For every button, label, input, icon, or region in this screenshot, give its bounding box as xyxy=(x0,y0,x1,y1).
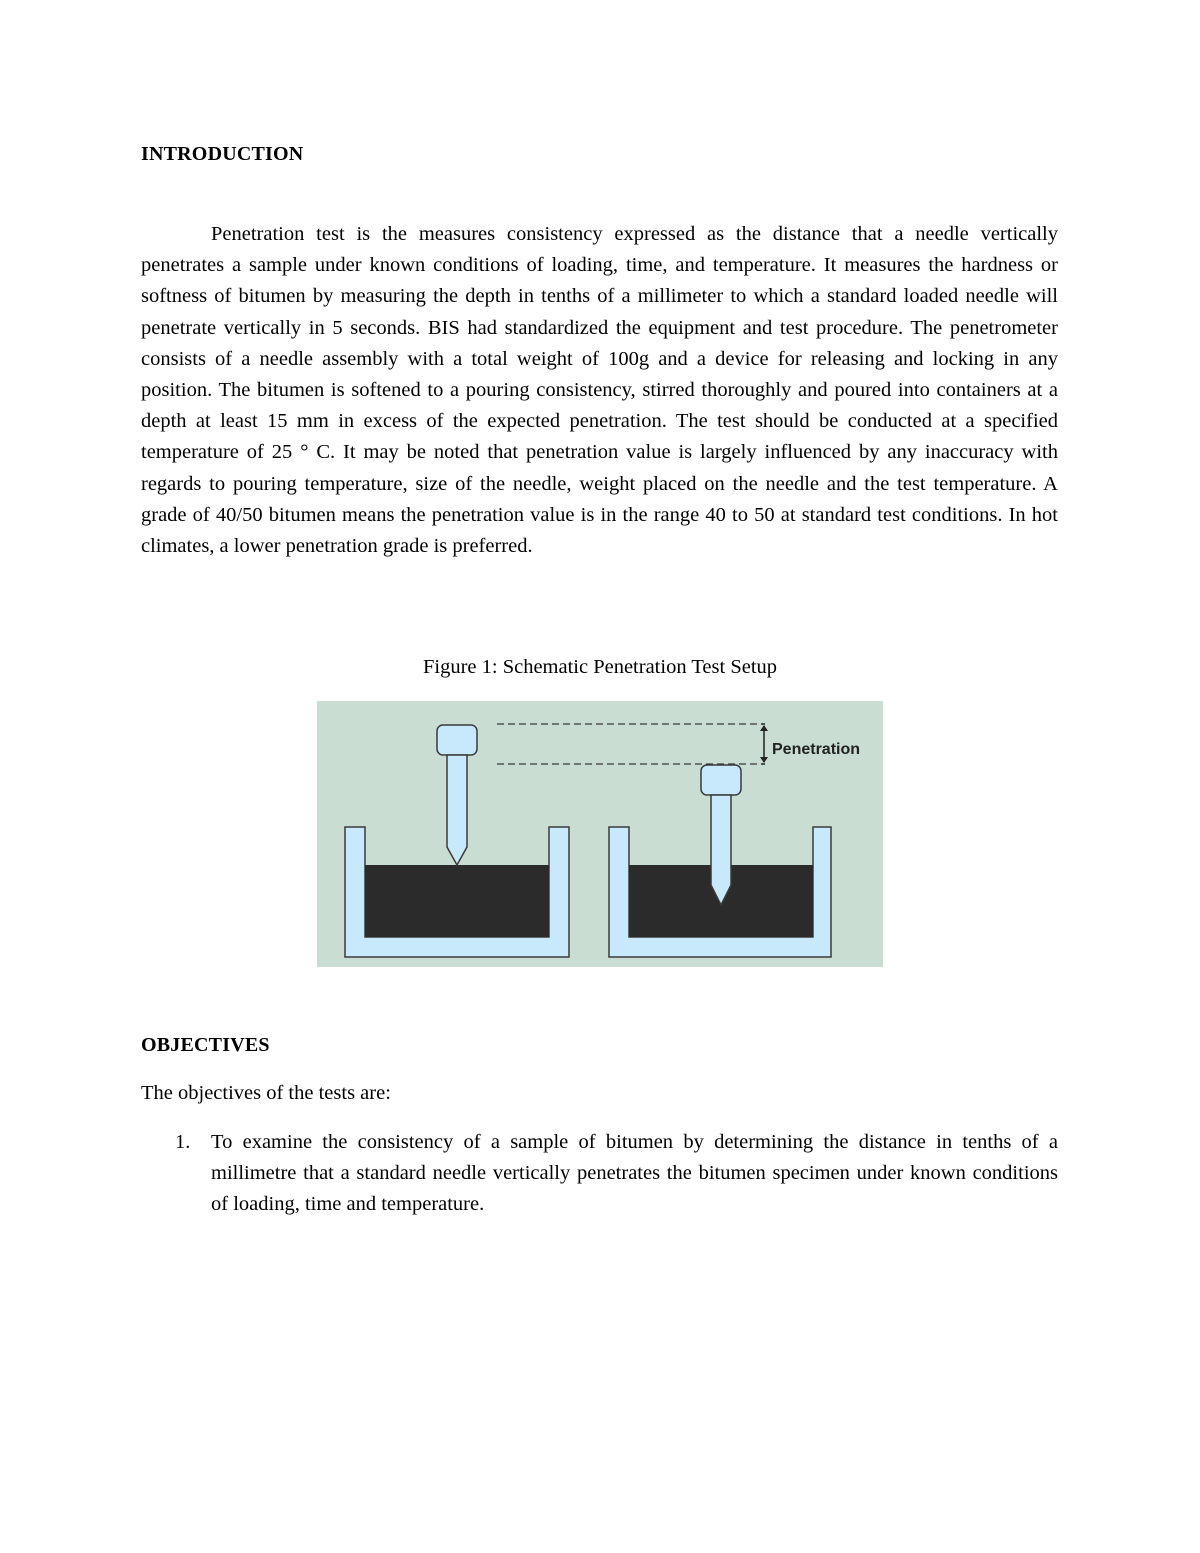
objectives-intro: The objectives of the tests are: xyxy=(141,1082,391,1104)
list-item-number: 1. xyxy=(175,1131,191,1153)
penetration-label: Penetration xyxy=(772,741,861,758)
left-needle-head xyxy=(437,725,477,755)
list-item-text: To examine the consistency of a sample of bitumen by determining the distance in tenths of a millimetre that a standard needle vertically penetrates the bitumen specimen under known conditions of loading, time and temperature. xyxy=(211,1131,1058,1216)
left-bitumen-sample xyxy=(365,865,549,937)
left-needle xyxy=(447,755,467,865)
right-needle xyxy=(711,795,731,905)
right-needle-head xyxy=(701,765,741,795)
introduction-paragraph: Penetration test is the measures consistency expressed as the distance that a needle vertically penetrates a sample under known conditions of loading, time, and temperature. It measures the hardness or softness of bitumen by measuring the depth in tenths of a millimeter to which a standard loaded needle will penetrate vertically in 5 seconds. BIS had standardized the equipment and test procedure. The penetrometer consists of a needle assembly with a total weight of 100g and a device for releasing and locking in any position. The bitumen is softened to a pouring consistency, stirred thoroughly and poured into containers at a depth at least 15 mm in excess of the expected penetration. The test should be conducted at a specified temperature of 25 ° C. It may be noted that penetration value is largely influenced by any inaccuracy with regards to pouring temperature, size of the needle, weight placed on the needle and the test temperature. A grade of 40/50 bitumen means the penetration value is in the range 40 to 50 at standard test conditions. In hot climates, a lower penetration grade is preferred. xyxy=(141,223,1058,558)
objectives-heading: OBJECTIVES xyxy=(141,1034,270,1056)
list-item xyxy=(141,1127,1058,1221)
penetration-test-diagram xyxy=(317,701,883,967)
objectives-list xyxy=(141,1127,1058,1221)
introduction-heading: INTRODUCTION xyxy=(141,143,304,165)
figure-caption: Figure 1: Schematic Penetration Test Setup xyxy=(422,656,778,678)
